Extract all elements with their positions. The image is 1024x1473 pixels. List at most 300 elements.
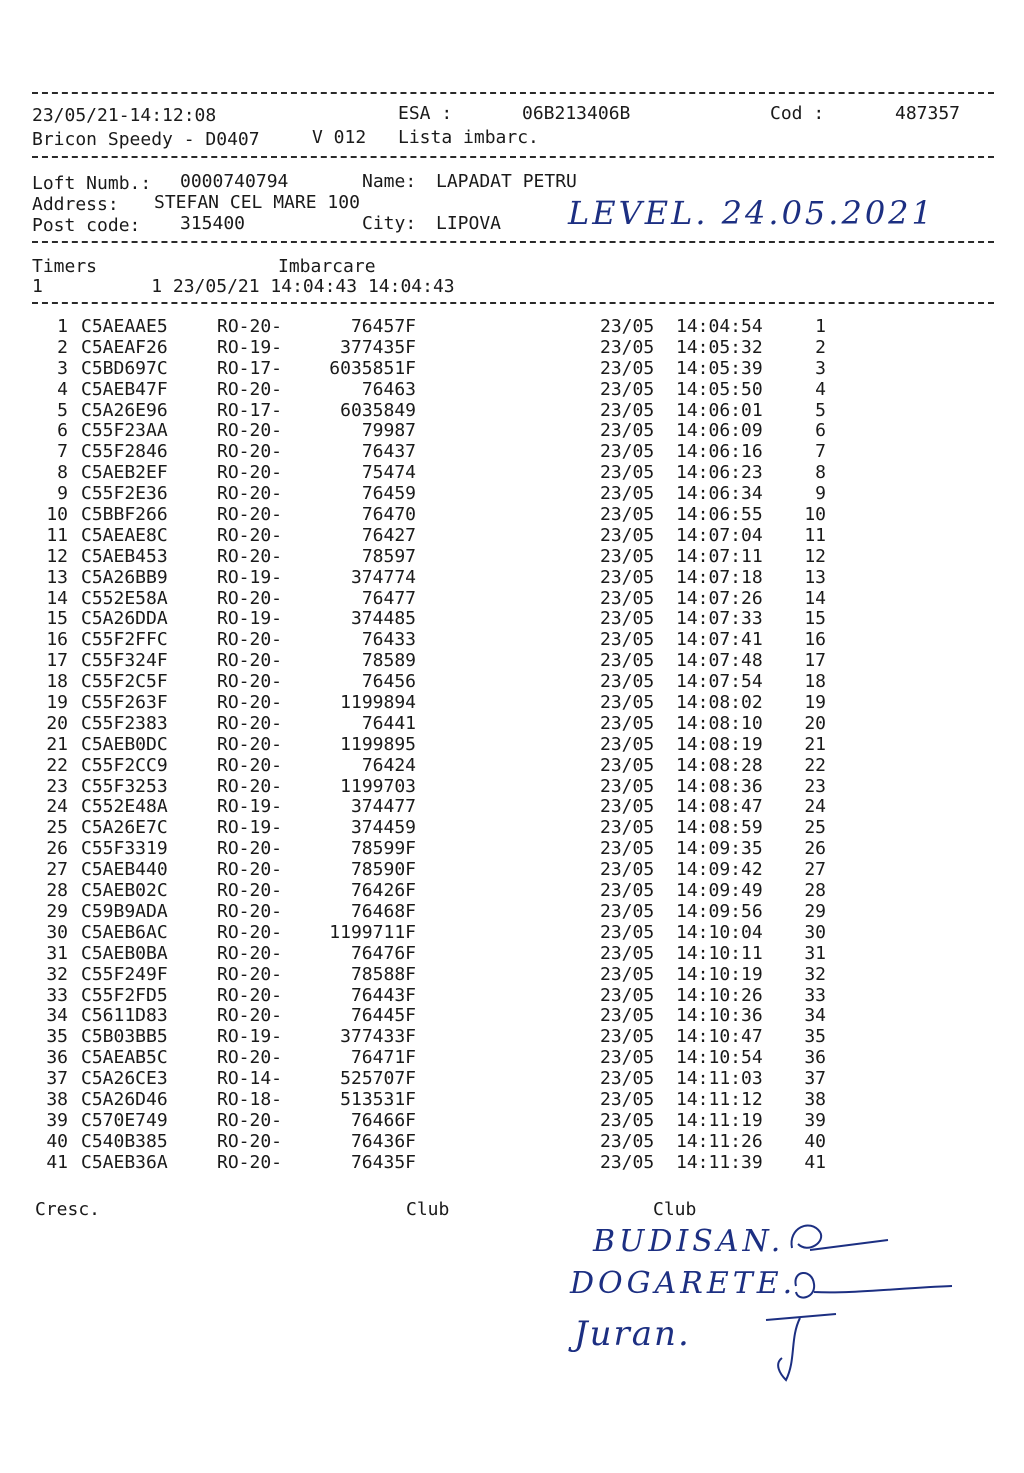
chip-code: C55F2CC9 (81, 754, 168, 776)
ring-prefix: RO-20- (217, 963, 283, 985)
ring-prefix: RO-20- (217, 921, 283, 943)
ring-number: 79987 (361, 420, 416, 442)
basket-time: 14:06:23 (676, 462, 763, 484)
chip-code: C5611D83 (81, 1005, 168, 1027)
table-row (0, 1110, 1024, 1131)
row-number: 23 (46, 775, 68, 797)
basket-date: 23/05 (600, 1130, 655, 1152)
chip-code: C55F2FD5 (81, 984, 168, 1006)
loft-label: Loft Numb.: (32, 173, 152, 194)
row-number: 40 (46, 1130, 68, 1152)
basket-time: 14:07:48 (676, 650, 763, 672)
position-number: 29 (804, 900, 826, 922)
ring-prefix: RO-14- (217, 1068, 283, 1090)
chip-code: C5AEAAE5 (81, 316, 168, 337)
row-number: 13 (46, 566, 68, 588)
position-number: 19 (804, 692, 826, 714)
row-number: 5 (57, 399, 68, 421)
position-number: 24 (804, 796, 826, 818)
basket-time: 14:07:41 (676, 629, 763, 651)
esa-label: ESA : (398, 103, 453, 124)
ring-number: 75474 (361, 462, 416, 484)
position-number: 1 (815, 316, 826, 337)
row-number: 4 (57, 378, 68, 400)
basket-time: 14:09:42 (676, 859, 763, 881)
chip-code: C5AEB36A (81, 1151, 168, 1173)
ring-prefix: RO-20- (217, 671, 283, 693)
position-number: 32 (804, 963, 826, 985)
address-value: STEFAN CEL MARE 100 (154, 192, 360, 213)
ring-prefix: RO-20- (217, 629, 283, 651)
ring-prefix: RO-20- (217, 1151, 283, 1173)
basket-date: 23/05 (600, 650, 655, 672)
ring-prefix: RO-19- (217, 566, 283, 588)
ring-prefix: RO-20- (217, 775, 283, 797)
chip-code: C59B9ADA (81, 900, 168, 922)
ring-number: 76436F (350, 1130, 416, 1152)
device-name: Bricon Speedy - D0407 (32, 129, 260, 150)
table-row (0, 358, 1024, 379)
ring-number: 76433 (361, 629, 416, 651)
print-datetime: 23/05/21-14:12:08 (32, 105, 217, 126)
row-number: 6 (57, 420, 68, 442)
basket-date: 23/05 (600, 316, 655, 337)
ring-prefix: RO-20- (217, 378, 283, 400)
basket-date: 23/05 (600, 921, 655, 943)
ring-number: 76437 (361, 441, 416, 463)
ring-prefix: RO-19- (217, 817, 283, 839)
ring-number: 76466F (350, 1109, 416, 1131)
position-number: 7 (815, 441, 826, 463)
row-number: 17 (46, 650, 68, 672)
row-number: 28 (46, 880, 68, 902)
basket-date: 23/05 (600, 462, 655, 484)
position-number: 34 (804, 1005, 826, 1027)
separator-line (32, 156, 994, 158)
imbarcare-label: Imbarcare (278, 256, 376, 277)
ring-prefix: RO-17- (217, 357, 283, 379)
basket-time: 14:10:19 (676, 963, 763, 985)
table-row (0, 755, 1024, 776)
ring-number: 1199711F (329, 921, 416, 943)
club-label: Club (653, 1199, 697, 1220)
basket-time: 14:09:49 (676, 880, 763, 902)
table-row (0, 608, 1024, 629)
row-number: 3 (57, 357, 68, 379)
table-row (0, 943, 1024, 964)
basket-time: 14:11:03 (676, 1068, 763, 1090)
position-number: 26 (804, 838, 826, 860)
ring-number: 78588F (350, 963, 416, 985)
basket-time: 14:07:04 (676, 524, 763, 546)
chip-code: C5AEB6AC (81, 921, 168, 943)
table-row (0, 817, 1024, 838)
basketing-list (0, 316, 1024, 1173)
chip-code: C5AEAE8C (81, 524, 168, 546)
ring-prefix: RO-19- (217, 608, 283, 630)
chip-code: C55F249F (81, 963, 168, 985)
row-number: 29 (46, 900, 68, 922)
table-row (0, 588, 1024, 609)
basket-date: 23/05 (600, 1088, 655, 1110)
position-number: 11 (804, 524, 826, 546)
ring-number: 76426F (350, 880, 416, 902)
ring-number: 1199703 (340, 775, 416, 797)
basket-date: 23/05 (600, 357, 655, 379)
ring-prefix: RO-17- (217, 399, 283, 421)
position-number: 39 (804, 1109, 826, 1131)
ring-number: 374485 (350, 608, 416, 630)
ring-prefix: RO-20- (217, 880, 283, 902)
row-number: 16 (46, 629, 68, 651)
row-number: 21 (46, 733, 68, 755)
basket-date: 23/05 (600, 608, 655, 630)
row-number: 37 (46, 1068, 68, 1090)
chip-code: C5A26DDA (81, 608, 168, 630)
row-number: 24 (46, 796, 68, 818)
basket-date: 23/05 (600, 1047, 655, 1069)
ring-prefix: RO-19- (217, 336, 283, 358)
table-row (0, 379, 1024, 400)
row-number: 15 (46, 608, 68, 630)
ring-number: 76435F (350, 1151, 416, 1173)
row-number: 14 (46, 587, 68, 609)
table-row (0, 1047, 1024, 1068)
ring-prefix: RO-20- (217, 650, 283, 672)
ring-prefix: RO-20- (217, 692, 283, 714)
ring-prefix: RO-18- (217, 1088, 283, 1110)
ring-number: 374459 (350, 817, 416, 839)
handwritten-signature: Juran. (574, 1314, 691, 1354)
table-row (0, 692, 1024, 713)
basket-time: 14:08:28 (676, 754, 763, 776)
basket-date: 23/05 (600, 754, 655, 776)
row-number: 18 (46, 671, 68, 693)
basket-time: 14:10:47 (676, 1026, 763, 1048)
chip-code: C5A26CE3 (81, 1068, 168, 1090)
ring-number: 76463 (361, 378, 416, 400)
row-number: 19 (46, 692, 68, 714)
row-number: 12 (46, 545, 68, 567)
position-number: 20 (804, 712, 826, 734)
row-number: 26 (46, 838, 68, 860)
basket-time: 14:05:39 (676, 357, 763, 379)
ring-prefix: RO-20- (217, 524, 283, 546)
chip-code: C5AEAF26 (81, 336, 168, 358)
chip-code: C55F2383 (81, 712, 168, 734)
basket-time: 14:06:16 (676, 441, 763, 463)
position-number: 25 (804, 817, 826, 839)
table-row (0, 316, 1024, 337)
ring-number: 78599F (350, 838, 416, 860)
ring-number: 6035851F (329, 357, 416, 379)
chip-code: C55F2846 (81, 441, 168, 463)
basket-date: 23/05 (600, 566, 655, 588)
basket-time: 14:07:18 (676, 566, 763, 588)
chip-code: C570E749 (81, 1109, 168, 1131)
position-number: 13 (804, 566, 826, 588)
ring-number: 76471F (350, 1047, 416, 1069)
ring-prefix: RO-19- (217, 1026, 283, 1048)
table-row (0, 504, 1024, 525)
ring-prefix: RO-20- (217, 900, 283, 922)
ring-prefix: RO-20- (217, 504, 283, 526)
chip-code: C5AEB0DC (81, 733, 168, 755)
ring-number: 6035849 (340, 399, 416, 421)
chip-code: C5A26D46 (81, 1088, 168, 1110)
row-number: 35 (46, 1026, 68, 1048)
position-number: 10 (804, 504, 826, 526)
position-number: 16 (804, 629, 826, 651)
basket-time: 14:08:47 (676, 796, 763, 818)
position-number: 14 (804, 587, 826, 609)
ring-number: 377433F (340, 1026, 416, 1048)
basket-date: 23/05 (600, 545, 655, 567)
basket-time: 14:06:34 (676, 483, 763, 505)
ring-number: 76470 (361, 504, 416, 526)
basket-time: 14:07:11 (676, 545, 763, 567)
device-version: V 012 (312, 127, 367, 148)
ring-number: 78597 (361, 545, 416, 567)
chip-code: C55F2E36 (81, 483, 168, 505)
basket-date: 23/05 (600, 942, 655, 964)
basket-date: 23/05 (600, 1151, 655, 1173)
basket-time: 14:10:36 (676, 1005, 763, 1027)
basket-time: 14:08:19 (676, 733, 763, 755)
name-label: Name: (362, 171, 417, 192)
ring-number: 76441 (361, 712, 416, 734)
position-number: 35 (804, 1026, 826, 1048)
table-row (0, 776, 1024, 797)
signature-scribble (756, 1308, 846, 1388)
basket-time: 14:10:04 (676, 921, 763, 943)
table-row (0, 859, 1024, 880)
row-number: 36 (46, 1047, 68, 1069)
ring-prefix: RO-20- (217, 1109, 283, 1131)
position-number: 12 (804, 545, 826, 567)
signature-scribble (780, 1210, 900, 1270)
basket-date: 23/05 (600, 420, 655, 442)
row-number: 41 (46, 1151, 68, 1173)
basket-time: 14:07:33 (676, 608, 763, 630)
basket-date: 23/05 (600, 984, 655, 1006)
position-number: 38 (804, 1088, 826, 1110)
basket-time: 14:06:01 (676, 399, 763, 421)
ring-prefix: RO-20- (217, 441, 283, 463)
basket-date: 23/05 (600, 671, 655, 693)
ring-number: 76456 (361, 671, 416, 693)
basket-time: 14:06:55 (676, 504, 763, 526)
table-row (0, 734, 1024, 755)
basket-time: 14:04:54 (676, 316, 763, 337)
ring-prefix: RO-19- (217, 796, 283, 818)
row-number: 11 (46, 524, 68, 546)
basket-time: 14:06:09 (676, 420, 763, 442)
position-number: 18 (804, 671, 826, 693)
table-row (0, 1005, 1024, 1026)
basket-date: 23/05 (600, 629, 655, 651)
row-number: 27 (46, 859, 68, 881)
basket-time: 14:11:39 (676, 1151, 763, 1173)
ring-prefix: RO-20- (217, 462, 283, 484)
esa-value: 06B213406B (522, 103, 631, 124)
basket-date: 23/05 (600, 712, 655, 734)
position-number: 6 (815, 420, 826, 442)
position-number: 37 (804, 1068, 826, 1090)
position-number: 31 (804, 942, 826, 964)
chip-code: C540B385 (81, 1130, 168, 1152)
handwritten-signature: BUDISAN. (593, 1224, 785, 1259)
postcode-label: Post code: (32, 215, 141, 236)
row-number: 22 (46, 754, 68, 776)
chip-code: C5A26E7C (81, 817, 168, 839)
basket-date: 23/05 (600, 587, 655, 609)
position-number: 36 (804, 1047, 826, 1069)
table-row (0, 1131, 1024, 1152)
basket-time: 14:05:32 (676, 336, 763, 358)
cresc-label: Cresc. (35, 1199, 101, 1220)
position-number: 3 (815, 357, 826, 379)
name-value: LAPADAT PETRU (436, 171, 577, 192)
row-number: 1 (57, 316, 68, 337)
row-number: 25 (46, 817, 68, 839)
table-row (0, 964, 1024, 985)
ring-prefix: RO-20- (217, 733, 283, 755)
row-number: 32 (46, 963, 68, 985)
chip-code: C552E58A (81, 587, 168, 609)
ring-prefix: RO-20- (217, 587, 283, 609)
row-number: 9 (57, 483, 68, 505)
position-number: 33 (804, 984, 826, 1006)
basket-time: 14:09:56 (676, 900, 763, 922)
separator-line (32, 241, 994, 243)
ring-prefix: RO-20- (217, 754, 283, 776)
chip-code: C5A26E96 (81, 399, 168, 421)
ring-prefix: RO-20- (217, 545, 283, 567)
row-number: 33 (46, 984, 68, 1006)
table-row (0, 901, 1024, 922)
ring-prefix: RO-20- (217, 984, 283, 1006)
chip-code: C5AEAB5C (81, 1047, 168, 1069)
position-number: 23 (804, 775, 826, 797)
table-row (0, 838, 1024, 859)
timer-entry: 1 1 23/05/21 14:04:43 14:04:43 (32, 276, 455, 297)
ring-number: 76468F (350, 900, 416, 922)
basket-date: 23/05 (600, 859, 655, 881)
position-number: 27 (804, 859, 826, 881)
ring-number: 374774 (350, 566, 416, 588)
basket-date: 23/05 (600, 900, 655, 922)
loft-value: 0000740794 (180, 171, 289, 192)
position-number: 22 (804, 754, 826, 776)
ring-prefix: RO-20- (217, 1130, 283, 1152)
club-label: Club (406, 1199, 450, 1220)
position-number: 5 (815, 399, 826, 421)
ring-number: 1199894 (340, 692, 416, 714)
chip-code: C55F2FFC (81, 629, 168, 651)
basket-date: 23/05 (600, 692, 655, 714)
basket-time: 14:09:35 (676, 838, 763, 860)
table-row (0, 1068, 1024, 1089)
ring-prefix: RO-20- (217, 712, 283, 734)
cod-value: 487357 (895, 103, 961, 124)
chip-code: C55F3319 (81, 838, 168, 860)
table-row (0, 483, 1024, 504)
row-number: 7 (57, 441, 68, 463)
row-number: 10 (46, 504, 68, 526)
basket-date: 23/05 (600, 963, 655, 985)
chip-code: C5A26BB9 (81, 566, 168, 588)
ring-number: 76476F (350, 942, 416, 964)
ring-number: 76459 (361, 483, 416, 505)
postcode-value: 315400 (180, 213, 246, 234)
table-row (0, 1026, 1024, 1047)
ring-prefix: RO-20- (217, 859, 283, 881)
table-row (0, 796, 1024, 817)
basket-date: 23/05 (600, 733, 655, 755)
basket-date: 23/05 (600, 524, 655, 546)
chip-code: C5BBF266 (81, 504, 168, 526)
position-number: 4 (815, 378, 826, 400)
list-title: Lista imbarc. (398, 127, 539, 148)
basket-date: 23/05 (600, 441, 655, 463)
chip-code: C5AEB440 (81, 859, 168, 881)
position-number: 30 (804, 921, 826, 943)
position-number: 9 (815, 483, 826, 505)
basket-date: 23/05 (600, 838, 655, 860)
ring-number: 513531F (340, 1088, 416, 1110)
table-row (0, 713, 1024, 734)
table-row (0, 567, 1024, 588)
chip-code: C5AEB453 (81, 545, 168, 567)
table-row (0, 546, 1024, 567)
basket-time: 14:10:54 (676, 1047, 763, 1069)
ring-number: 76443F (350, 984, 416, 1006)
chip-code: C5AEB0BA (81, 942, 168, 964)
table-row (0, 420, 1024, 441)
ring-prefix: RO-20- (217, 420, 283, 442)
ring-number: 76427 (361, 524, 416, 546)
position-number: 2 (815, 336, 826, 358)
ring-number: 76445F (350, 1005, 416, 1027)
position-number: 17 (804, 650, 826, 672)
ring-prefix: RO-20- (217, 316, 283, 337)
basket-time: 14:08:02 (676, 692, 763, 714)
chip-code: C5BD697C (81, 357, 168, 379)
handwritten-signature: DOGARETE. (570, 1266, 797, 1301)
ring-prefix: RO-20- (217, 483, 283, 505)
basket-date: 23/05 (600, 1005, 655, 1027)
chip-code: C55F324F (81, 650, 168, 672)
chip-code: C552E48A (81, 796, 168, 818)
basket-time: 14:11:26 (676, 1130, 763, 1152)
basket-time: 14:05:50 (676, 378, 763, 400)
timers-label: Timers (32, 256, 98, 277)
row-number: 31 (46, 942, 68, 964)
table-row (0, 441, 1024, 462)
basket-date: 23/05 (600, 817, 655, 839)
row-number: 30 (46, 921, 68, 943)
basket-date: 23/05 (600, 483, 655, 505)
table-row (0, 629, 1024, 650)
chip-code: C55F23AA (81, 420, 168, 442)
ring-number: 76457F (350, 316, 416, 337)
city-value: LIPOVA (436, 213, 502, 234)
ring-number: 377435F (340, 336, 416, 358)
ring-prefix: RO-20- (217, 1047, 283, 1069)
basket-date: 23/05 (600, 399, 655, 421)
position-number: 21 (804, 733, 826, 755)
